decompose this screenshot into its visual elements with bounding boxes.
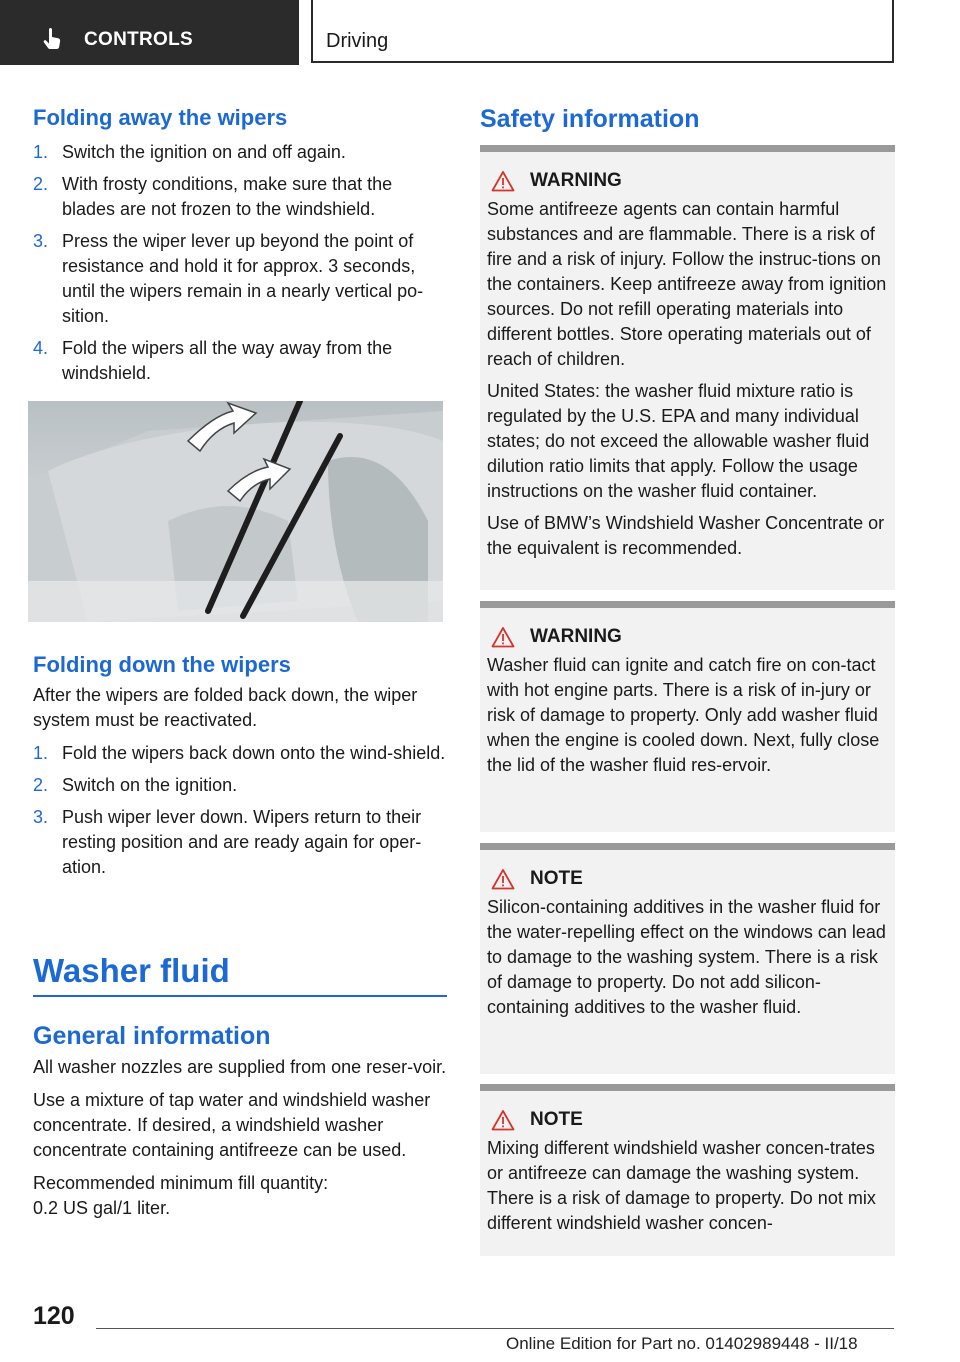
folding-down-section xyxy=(33,652,447,887)
warning-label: WARNING xyxy=(530,626,622,647)
folding-away-section xyxy=(33,105,447,393)
safety-info-title: Safety information xyxy=(480,105,700,133)
folding-down-intro: After the wipers are folded back down, the wiper system must be reactivated. xyxy=(33,685,418,730)
general-info-section xyxy=(33,1022,447,1221)
warning-label: WARNING xyxy=(530,170,622,191)
fill-quantity-label: Recommended minimum fill quantity: xyxy=(33,1173,329,1193)
warning-triangle-icon xyxy=(491,868,515,890)
list-item: 3. Press the wiper lever up beyond the point of resistance and hold it for approx. 3 seconds, until the wipers remain in a nearly vertical po‐sition. xyxy=(33,231,424,326)
fill-quantity-value: 0.2 US gal/1 liter. xyxy=(33,1198,171,1218)
list-item: 2. Switch on the ignition. xyxy=(33,775,238,795)
warning-box-2 xyxy=(480,601,895,832)
warning-triangle-icon xyxy=(491,170,515,192)
page-number: 120 xyxy=(33,1302,75,1330)
list-item: 1. Fold the wipers back down onto the wind‐shield. xyxy=(33,743,446,763)
section-label: CONTROLS xyxy=(84,29,194,50)
general-info-p1: All washer nozzles are supplied from one reser‐voir. xyxy=(33,1057,447,1077)
folding-away-title: Folding away the wipers xyxy=(33,105,288,130)
warning-triangle-icon xyxy=(491,1109,515,1131)
warning-text: United States: the washer fluid mixture ratio is regulated by the U.S. EPA and many individual states; do not exceed the allowable washer fluid dilution ratio limits that apply. Follow the usage instructions on the washer fluid container. xyxy=(487,381,870,501)
warning-text: Washer fluid can ignite and catch fire on con‐tact with hot engine parts. There is a risk of in‐jury or risk of damage to property. Only add washer fluid when the engine is cooled down. Next, fully close the lid of the washer fluid res‐ervoir. xyxy=(487,655,880,775)
warning-box-1 xyxy=(480,145,895,590)
warning-text: Use of BMW’s Windshield Washer Concentrate or the equivalent is recommended. xyxy=(487,513,885,558)
title-rule xyxy=(33,995,447,997)
section-tab xyxy=(0,0,299,65)
list-item: 2. With frosty conditions, make sure that the blades are not frozen to the windshield. xyxy=(33,174,393,219)
folding-down-title: Folding down the wipers xyxy=(33,652,291,677)
folding-down-steps xyxy=(33,741,447,880)
list-item: 1. Switch the ignition on and off again. xyxy=(33,142,346,162)
note-box-1 xyxy=(480,843,895,1074)
chapter-label: Driving xyxy=(326,30,389,52)
wiper-illustration xyxy=(28,401,443,622)
warning-text: Some antifreeze agents can contain harmful substances and are flammable. There is a risk of fire and a risk of injury. Follow the instruc‐tions on the containers. Keep antifreeze away from ignition sources. Do not refill operating materials into different bottles. Store operating materials out of reach of children. xyxy=(487,199,887,369)
chapter-tab xyxy=(311,0,894,63)
list-item: 4. Fold the wipers all the way away from the windshield. xyxy=(33,338,393,383)
note-text: Mixing different windshield washer concen‐trates or antifreeze can damage the washing system. There is a risk of damage to property. Do not mix different windshield washer concen‐ xyxy=(487,1138,876,1233)
note-box-2 xyxy=(480,1084,895,1256)
washer-fluid-heading xyxy=(33,952,447,990)
list-item: 3. Push wiper lever down. Wipers return to their resting position and are ready again for oper‐ation. xyxy=(33,807,422,877)
general-info-p2: Use a mixture of tap water and windshield washer concentrate. If desired, a windshield washer concentrate containing antifreeze can be used. xyxy=(33,1090,431,1160)
pointing-hand-icon xyxy=(40,27,64,51)
washer-fluid-title: Washer fluid xyxy=(33,952,230,989)
general-info-title: General information xyxy=(33,1022,271,1050)
edition-text: Online Edition for Part no. 01402989448 - II/18 xyxy=(506,1334,858,1353)
folding-away-steps xyxy=(33,140,447,386)
warning-triangle-icon xyxy=(491,626,515,648)
safety-info-heading xyxy=(480,105,895,134)
footer-rule xyxy=(96,1328,894,1329)
note-label: NOTE xyxy=(530,868,583,889)
note-label: NOTE xyxy=(530,1109,583,1130)
note-text: Silicon-containing additives in the washer fluid for the water-repelling effect on the windows can lead to damage to the washing system. There is a risk of damage to property. Do not add silicon-containing additives to the washer fluid. xyxy=(487,897,886,1017)
